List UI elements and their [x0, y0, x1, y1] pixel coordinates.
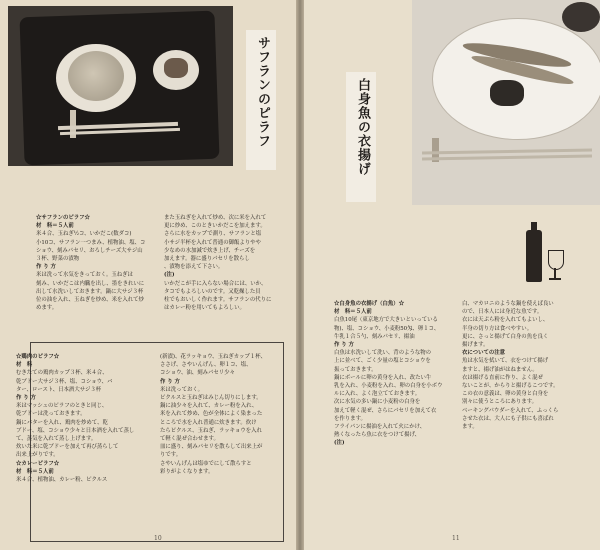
saffron-pilaf-recipe-continued [164, 214, 279, 312]
text-line: (注) [164, 272, 175, 279]
text-line: ☆カレーピラフ☆ [16, 460, 60, 467]
text-line: 米を入れて炒め、色が全体によく染まった [160, 411, 263, 418]
text-line: タコでもよろしいのです。又乾燥した貝 [164, 288, 261, 295]
text-line: て軽く混ぜ合わせます。 [160, 436, 219, 443]
text-line: 作 り 方 [334, 342, 354, 349]
text-line: 位の油を入れ、玉ねぎを炒め、米を入れて炒 [36, 297, 144, 304]
text-line: ところで水を入れ普通に炊きます。炊け [160, 419, 257, 426]
fried-fish-title: 白身魚の衣揚げ [346, 72, 376, 202]
text-line: 乾ブドー大サジ３杯、塩、コショウ、バ [16, 378, 113, 385]
text-line: めます。 [36, 305, 58, 312]
text-line: ショウ、刻みパセリ、おろしチーズ大サジ山 [36, 247, 143, 254]
text-line: 彩りがよくなります。 [160, 468, 214, 475]
text-line: を作ります。 [334, 415, 366, 422]
text-line: ベーキングパウダーを入れて、ふっくら [462, 407, 559, 414]
text-line: 魚は水気を拭いて、衣をつけて揚げ [462, 358, 549, 365]
text-line: 更に、さっと揚げて白身の魚を良く [462, 333, 549, 340]
text-line: ますと、揚げ油がはねません。 [462, 366, 538, 373]
text-line: コショウ、油、刻みパセリ少々 [160, 370, 235, 377]
text-line: また玉ねぎを入れて炒め、次に米を入れて [164, 215, 267, 221]
text-line: 鍋にボールに卵の黄身を入れ、改たい牛 [334, 374, 432, 381]
text-line: さらに水をカップで測り、サフランと塩 [164, 231, 262, 238]
text-line: (新漬)、花ラッキョウ、玉ねぎカップ１杯、 [160, 354, 267, 360]
text-line: 半身の切り方は食べやすい。 [462, 325, 533, 332]
text-line: 白魚10尾（東京地方で大きいといっている [334, 317, 438, 324]
text-line: 小10コ、サフラン一つまみ、植物油、塩、コ [36, 239, 146, 246]
text-line: フライパンに揚油を入れて火にかけ、 [334, 424, 426, 431]
text-line: 作 り 方 [16, 395, 36, 402]
chicken-pilaf-recipe [16, 353, 136, 484]
text-line: ルに入れ、よく泡立てておきます。 [334, 391, 421, 398]
text-line: 材 料 [16, 362, 33, 369]
curry-pilaf-recipe [160, 353, 276, 476]
text-line: さやいんげんは塩ゆでにして散らすと [160, 460, 252, 467]
text-line: て、蒸気を入れて蒸し上げます。 [16, 436, 97, 443]
text-line: 牛乳１合５勺、刻みパセリ、揚油 [334, 333, 415, 340]
text-line: 衣についての注意 [462, 350, 506, 357]
text-line: この衣の意義は、卵の黄身と白身を [462, 391, 549, 398]
text-line: 鍋にバターを入れ、鶏肉を炒めて、乾 [16, 419, 108, 426]
book-gutter [296, 0, 304, 550]
bottle-illustration [526, 230, 542, 282]
text-line: 材 料＝５人前 [334, 309, 372, 316]
text-line: 米は洗って水気をきっておく。玉ねぎは [36, 272, 133, 279]
text-line: 作 り 方 [36, 264, 56, 271]
sauce-dish [562, 2, 600, 32]
wine-glass-illustration [548, 250, 564, 270]
text-line: 更に炒め、このときいかだこを加えます。 [164, 223, 266, 230]
saffron-pilaf-title: サフランのピラフ [246, 30, 276, 170]
text-line: ささげ、さやいんげん、卵１コ、塩、 [160, 362, 252, 369]
text-line: ピクルスと玉ねぎはみじん切りにします。 [160, 395, 262, 402]
text-line: ３杯、野菜の漬物 [36, 256, 80, 263]
text-line: 次に水気の多い鍋に小麦粉の白身を [334, 399, 421, 406]
fried-fish-notes [462, 300, 588, 431]
text-line: 乾ブドーは洗っておきます。 [16, 411, 86, 418]
text-line: ので、日本人には身近な魚です。 [462, 309, 543, 316]
text-line: 出して水洗いしておきます。鍋に大サジ３杯 [36, 288, 144, 295]
text-line: ます。 [462, 424, 478, 431]
parsley-garnish [490, 80, 524, 106]
saffron-pilaf-recipe [36, 214, 151, 312]
text-line: 皿に盛り、刻みパセリを散らして出来上が [160, 444, 263, 451]
fried-fish-photo [412, 0, 600, 205]
text-line: 米はマッシュのピラフのときと同じ、 [16, 403, 108, 410]
text-line: ☆サフランのピラフ☆ [36, 215, 90, 221]
text-line: 白魚は水洗いして洗い、背のような物の [334, 350, 432, 357]
text-line: むきたての鶏肉カップ３杯、米４合、 [16, 370, 108, 377]
page-number-right: 11 [452, 535, 460, 542]
text-line: 物)、塩、コショウ、小麦粉50匁、卵１コ、 [334, 325, 440, 332]
pickles [164, 58, 188, 78]
saffron-pilaf-photo [8, 6, 233, 166]
text-line: 別々に使うところにあります。 [462, 399, 538, 406]
text-line: ☆白身魚の衣揚げ（白魚）☆ [334, 301, 405, 307]
text-line: 米４合、玉ねぎ½コ、いかだこ(数ダコ) [36, 231, 132, 238]
text-line: 加えて軽く混ぜ、さらにパセリを加えて衣 [334, 407, 437, 414]
text-line: 、漬物を添えて下さい。 [164, 264, 224, 271]
text-line: 衣には天ぷら粉を入れてもよいし、 [462, 317, 549, 324]
text-line: 米は洗っておく。 [160, 386, 204, 393]
text-line: 振っておきます。 [334, 366, 377, 373]
text-line: 刻み、いかだこは内臓を出し、墨をきれいに [36, 280, 145, 287]
text-line: 上に並べて、ごく少量の塩とコショウを [334, 358, 431, 365]
wine-glass-illustration [549, 278, 561, 280]
text-line: 米４合、植物油、カレー粉、ピクルス [16, 477, 108, 484]
page-number-left: 10 [154, 535, 162, 542]
text-line: りです。 [160, 452, 182, 459]
text-line: 少なめの水加減で炊き上げ、チーズを [164, 247, 256, 254]
text-line: 衣は揚げる直前に作り、よく混ぜ [462, 374, 543, 381]
text-line: 出来上がりです。 [16, 452, 59, 459]
text-line: たらピクルス、玉ねぎ、ラッキョウを入れ [160, 427, 262, 434]
text-line: いかだこが手に入らない場合には、いか、 [164, 280, 267, 287]
fish-plate [432, 18, 600, 140]
text-line: 加えます。器に盛りパセリを散らし [164, 256, 250, 263]
chopsticks [422, 155, 592, 161]
text-line: 揚げます。 [462, 342, 489, 349]
chopsticks [422, 149, 592, 155]
text-line: ☆鶏肉のピラフ☆ [16, 354, 60, 360]
text-line: ないことが、からりと揚げるこつです。 [462, 383, 559, 390]
text-line: 乳を入れ、小麦粉を入れ、卵の白身を小ボウ [334, 383, 443, 390]
pilaf-dish [68, 51, 124, 101]
wine-glass-illustration [554, 268, 556, 278]
text-line: 材 料＝５人前 [16, 468, 54, 475]
text-line: 材 料＝５人前 [36, 223, 74, 230]
text-line: ター、ロースト、日本酒大サジ３杯 [16, 386, 102, 393]
text-line: 白、マカロニのような鍋を使えば良い [462, 301, 554, 307]
text-line: 鍋に油少々を入れて、カレー粉を入れ、 [160, 403, 258, 410]
text-line: はカレー粉を用いてもよろしい。 [164, 305, 245, 312]
fried-fish-recipe [334, 300, 454, 448]
text-line: (注) [334, 440, 345, 447]
text-line: させた衣は、大人にも子供にも喜ばれ [462, 415, 554, 422]
text-line: 柱でもおいしく作れます。サフランの代りに [164, 297, 272, 304]
text-line: 作 り 方 [160, 378, 180, 385]
text-line: ブドー、塩、コショウ少々と日本酒を入れて蒸し [16, 427, 135, 434]
text-line: 炊いた米に乾ブドーを加えて再び蒸らして [16, 444, 119, 451]
text-line: 熱くなったら魚に衣をつけて揚げ、 [334, 432, 421, 439]
text-line: 小サジ半杯を入れて普通の御飯よりやや [164, 239, 261, 246]
